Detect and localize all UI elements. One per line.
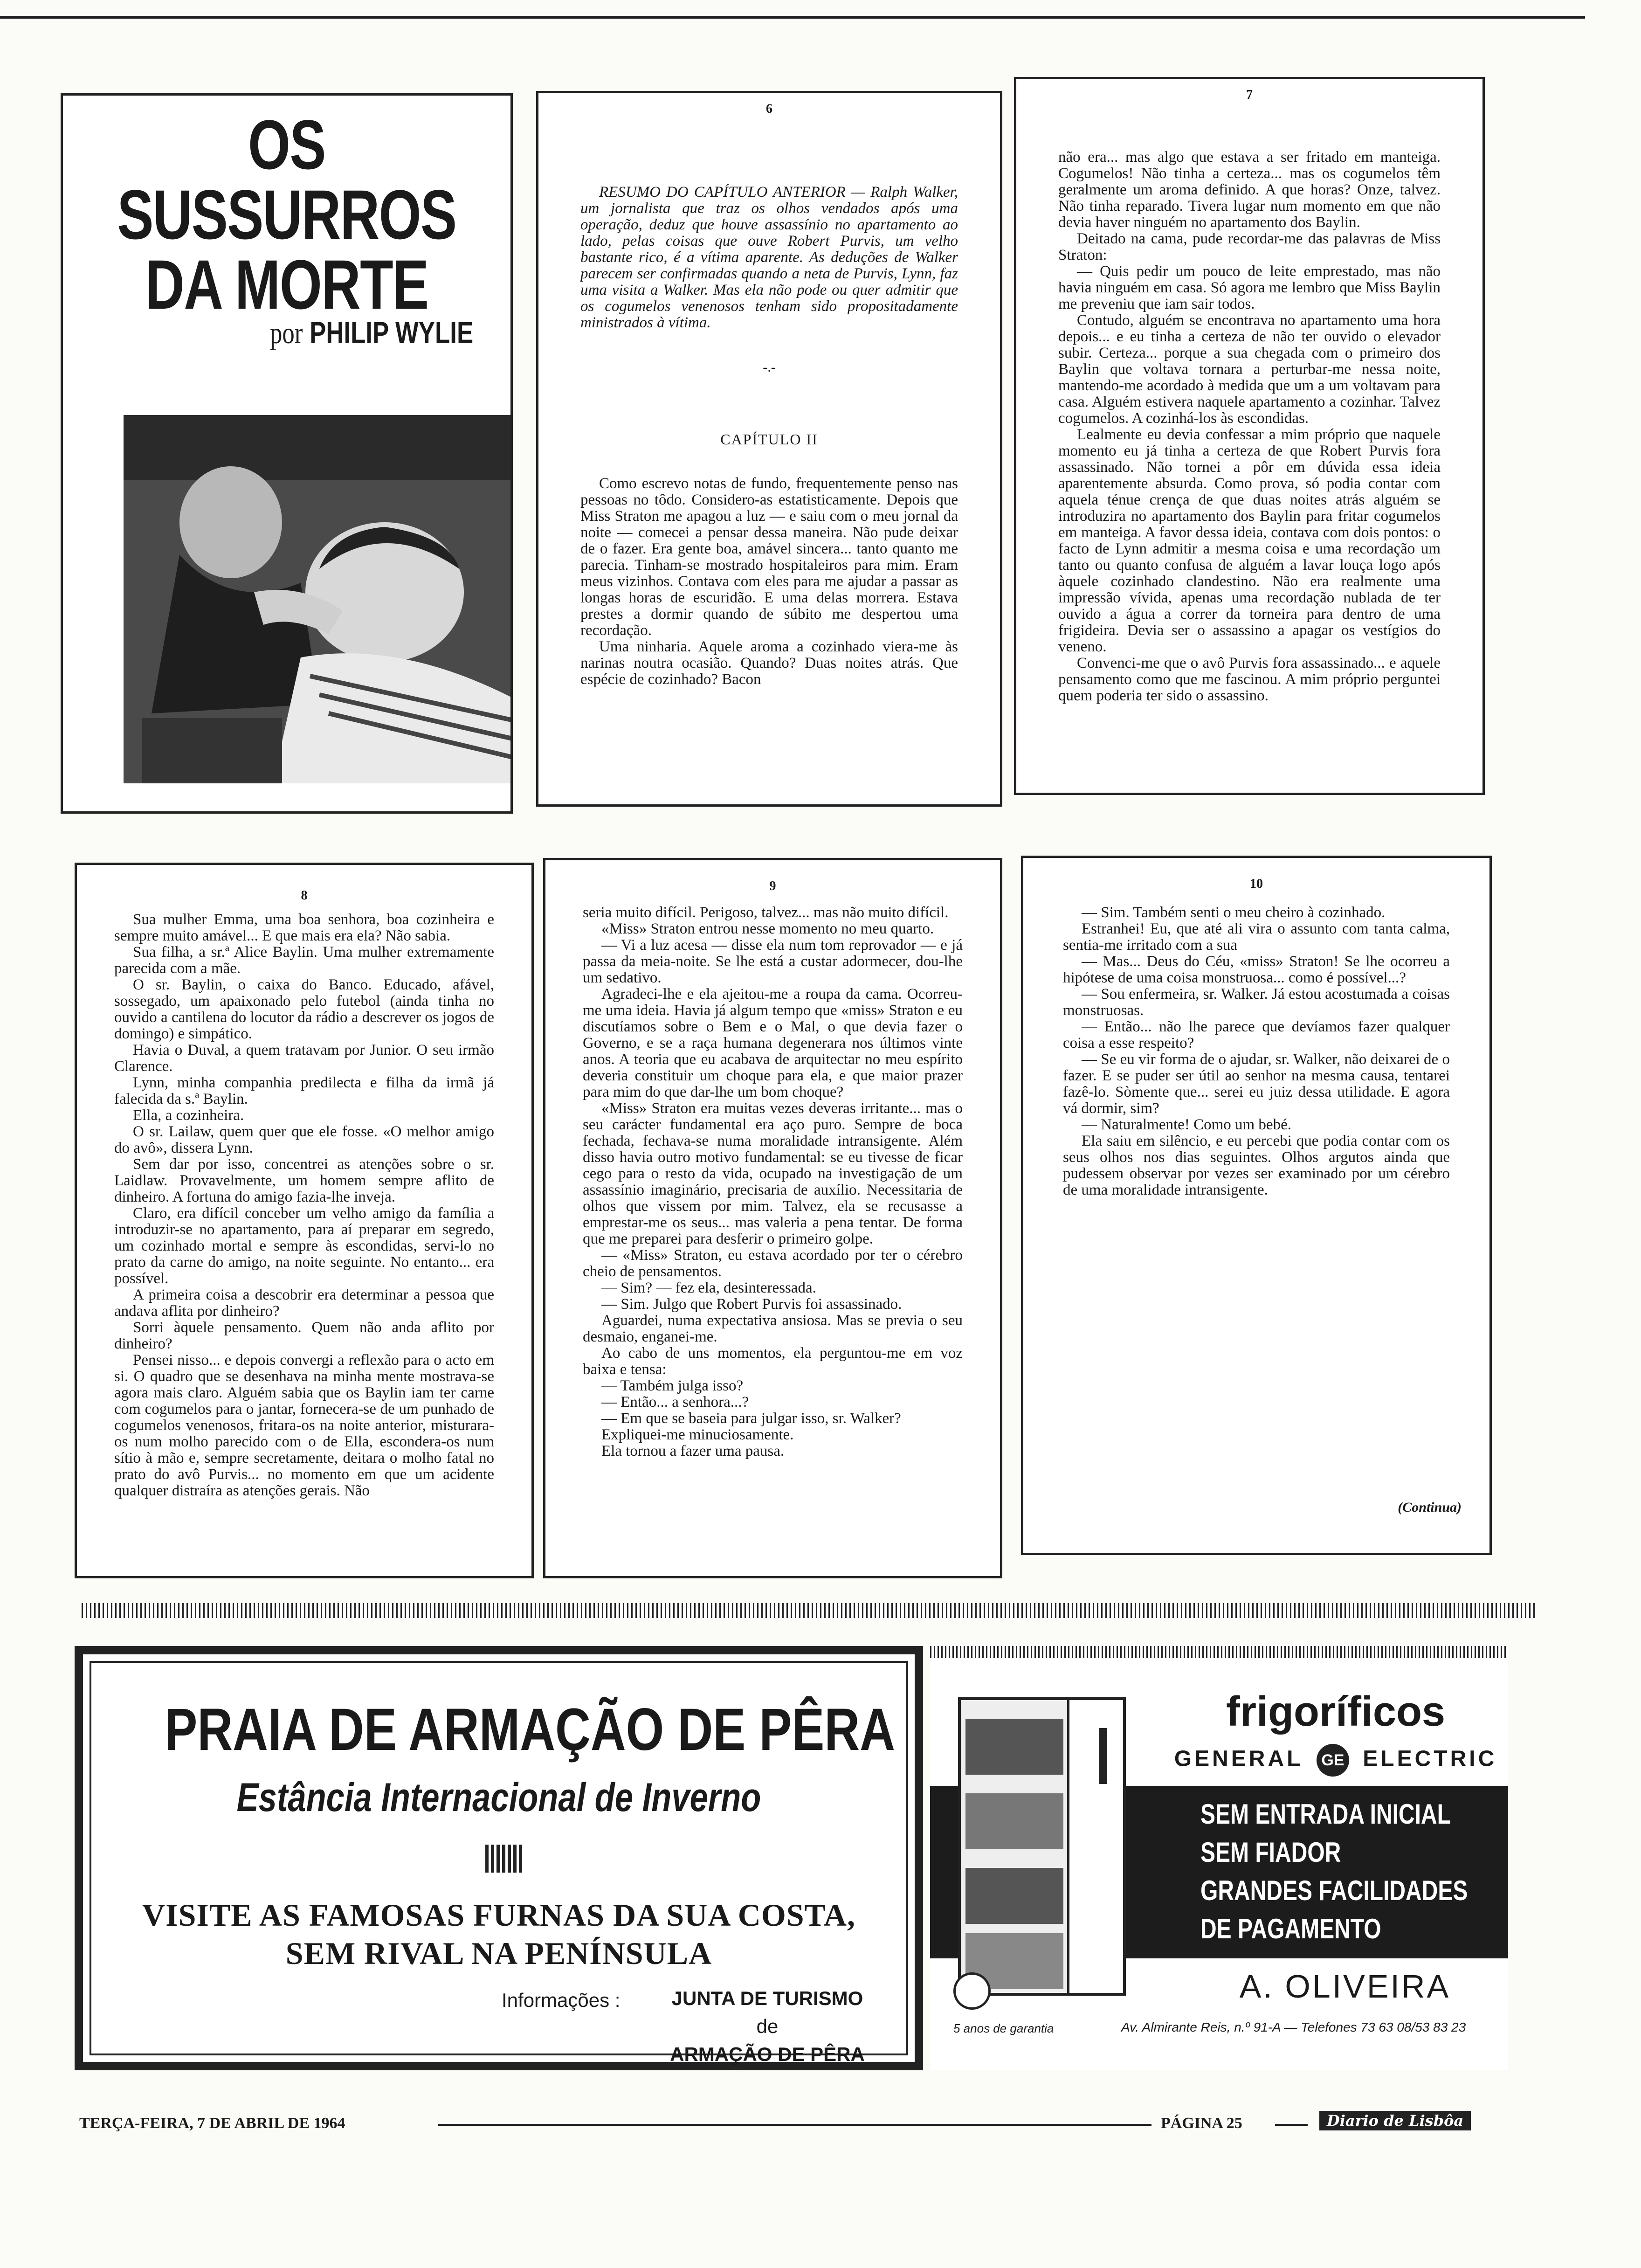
maker-left: GENERAL: [1174, 1746, 1303, 1771]
paragraph: Pensei nisso... e depois convergi a reflexão para o acto em si. O quadro que se desenhava na minha mente mostrava-se agora mais claro. Alguém sabia que os Baylin iam ter carne com cogumelos para o jantar, fornecera-se de um punhado de cogumelos venenosos, fritara-os na noite anterior, misturara-os num molho parecido com o de Ella, escondera-os num sítio à mão e, sempre secretamente, deitara o molho fatal no prato do avô Purvis... no momento em que um acidente qualquer distraíra as atenções gerais. Não: [114, 1352, 494, 1499]
story-panel-9: [543, 858, 1002, 1578]
serial-label: [85, 811, 488, 814]
paragraph: Aguardei, numa expectativa ansiosa. Mas se previa o seu desmaio, enganei-me.: [583, 1312, 963, 1345]
chapter-summary: RESUMO DO CAPÍTULO ANTERIOR — Ralph Walker, um jornalista que traz os olhos vendados após uma operação, deduz que houve assassínio no apartamento ao lado, pelas coisas que ouve Robert Purvis, um velho bastante rico, é a vítima aparente. As deduções de Walker parecem ser confirmadas quando a neta de Purvis, Lynn, faz uma visita a Walker. Mas ela não pode ou quer admitir que os cogumelos venenosos tenham sido propositadamente ministrados à vítima.: [580, 184, 958, 331]
visit-line-1: VISITE AS FAMOSAS FURNAS DA SUA COSTA,: [142, 1897, 855, 1933]
panel-body: [1063, 905, 1450, 1315]
guarantee-text: 5 anos de garantia: [953, 2021, 1054, 2035]
title-line-1: OS SUSSURROS: [117, 105, 456, 254]
paragraph: A primeira coisa a descobrir era determinar a pessoa que andava aflita por dinheiro?: [114, 1286, 494, 1320]
ad-hatch: [930, 1646, 1508, 1658]
paragraph: Sem dar por isso, concentrei as atenções sobre o sr. Laidlaw. Provavelmente, um homem sempre aflito de dinheiro. A fortuna do amigo fazia-lhe inveja.: [114, 1156, 494, 1205]
paragraph: Expliquei-me minuciosamente.: [601, 1426, 794, 1443]
footer-logo: Diario de Lisbôa: [1319, 2111, 1471, 2130]
offer-text: [1200, 1795, 1468, 1948]
paragraph: Contudo, alguém se encontrava no apartamento uma hora depois... e eu tinha a certeza de não ter ouvido o elevador subir. Certeza... porque a sua chegada com o primeiro dos Baylin que voltava tornara a perturbar-me nessa noite, mantendo-me acordado à medida que um a um voltavam para casa. Alguém estivera naquele apartamento a cozinhar. Talvez cogumelos. A cozinhá-los às escondidas.: [1058, 312, 1441, 427]
separator: -.-: [763, 360, 776, 375]
paragraph: Ao cabo de uns momentos, ela perguntou-me em voz baixa e tensa:: [583, 1345, 963, 1378]
ge-badge-icon: [953, 1972, 991, 2010]
paragraph: — Mas... Deus do Céu, «miss» Straton! Se lhe ocorreu a hipótese de uma coisa monstruosa... como é possível...?: [1063, 953, 1450, 986]
paragraph: — Sim. Também senti o meu cheiro à cozinhado.: [1082, 905, 1386, 921]
story-panel-6: [536, 91, 1002, 807]
footer-date: TERÇA-FEIRA, 7 DE ABRIL DE 1964: [79, 2115, 345, 2132]
title-line-2: DA MORTE: [145, 245, 428, 324]
offer-line-3: GRANDES FACILIDADES: [1200, 1875, 1468, 1906]
story-panel-7: [1014, 77, 1485, 795]
ad-visit-text: [91, 1896, 906, 1972]
paragraph: — Sim. Julgo que Robert Purvis foi assassinado.: [601, 1296, 902, 1313]
fridge-shelf: [965, 1719, 1063, 1775]
paragraph: não era... mas algo que estava a ser fritado em manteiga. Cogumelos! Não tinha a certeza... mas os cogumelos têm geralmente um aroma definido. A que horas? Onze, talvez. Não tinha reparado. Tivera lugar num momento em que não devia haver ninguém no apartamento dos Baylin.: [1058, 149, 1441, 231]
cover-panel: [61, 93, 513, 814]
info-contact: [660, 1984, 875, 2068]
panel-number: 7: [1246, 88, 1253, 102]
panel-body: [1058, 149, 1441, 755]
panel-number: 9: [769, 879, 776, 893]
paragraph: Havia o Duval, a quem tratavam por Junior. O seu irmão Clarence.: [114, 1042, 494, 1075]
panel-body: [580, 184, 958, 762]
cover-title: [112, 105, 462, 324]
offer-line-2: SEM FIADOR: [1200, 1837, 1341, 1868]
paragraph: — Se eu vir forma de o ajudar, sr. Walker, não deixarei de o fazer. E se puder ser útil ao senhor na mesma causa, tentarei fazê-lo. Sòmente que... serei eu juiz dessa utilidade. E agora vá dormir, sim?: [1063, 1051, 1450, 1117]
paragraph: — Então... não lhe parece que devíamos fazer qualquer coisa a esse respeito?: [1063, 1018, 1450, 1051]
paragraph: Claro, era difícil conceber um velho amigo da família a introduzir-se no apartamento, para aí preparar em segredo, um cozinhado mortal e sempre às escondidas, servi-lo no prato da carne do amigo, na noite seguinte. No entanto... era possível.: [114, 1205, 494, 1287]
paragraph: Sorri àquele pensamento. Quem não anda aflito por dinheiro?: [114, 1319, 494, 1352]
paragraph: O sr. Lailaw, quem quer que ele fosse. «O melhor amigo do avô», dissera Lynn.: [114, 1123, 494, 1156]
paragraph: Ela tornou a fazer uma pausa.: [601, 1443, 785, 1459]
paragraph: «Miss» Straton era muitas vezes deveras irritante... mas o seu carácter fundamental era aço puro. Sempre de boca fechada, fechava-se numa moralidade intransigente. Além disso havia outro motivo fundamental: se eu tivesse de ficar cego para o resto da vida, ocupado na investigação de um assassínio imaginário, precisaria de auxílio. Necessitaria de olhos que vissem por mim. Talvez, ela se recusasse a emprestar-me os seus... mas valeria a pena tentar. De forma que me preparei para desferir o primeiro golpe.: [583, 1100, 963, 1247]
continued-label: (Continua): [1398, 1500, 1462, 1515]
paragraph: Uma ninharia. Aquele aroma a cozinhado viera-me às narinas noutra ocasião. Quando? Duas noites atrás. Que espécie de cozinhado? Bacon: [580, 638, 958, 688]
paragraph: — Vi a luz acesa — disse ela num tom reprovador — e já passa da meia-noite. Se lhe está a custar adormecer, dou-lhe um sedativo.: [583, 937, 963, 986]
illustration-image: [124, 415, 513, 783]
paragraph: seria muito difícil. Perigoso, talvez... mas não muito difícil.: [583, 905, 949, 921]
fridge-door: [1067, 1700, 1123, 1993]
info-line-3: ARMAÇÃO DE PÊRA: [670, 2043, 865, 2065]
offer-line-4: DE PAGAMENTO: [1200, 1913, 1381, 1944]
page-number: PÁGINA 25: [1161, 2115, 1242, 2132]
paragraph: Como escrevo notas de fundo, frequentemente penso nas pessoas no tôdo. Considero-as estatisticamente. Depois que Miss Straton me apagou a luz — e saiu com o meu jornal da noite — comecei a pensar dessa maneira. Não pude deixar de o fazer. Era gente boa, amável sincera... tanto quanto me parecia. Tinham-se mostrado hospitaleiros para mim. Eram meus vizinhos. Contava com eles para me ajudar a passar as longas horas de escuridão. E uma delas morrera. Estava prestes a dormir quando de súbito me despertou uma recordação.: [580, 475, 958, 639]
story-panel-10: [1021, 856, 1492, 1555]
ge-logo-icon: GE: [1317, 1744, 1349, 1777]
panel-number: 10: [1250, 877, 1263, 891]
paragraph: — Sim? — fez ela, desinteressada.: [601, 1279, 816, 1296]
cover-author: [270, 315, 473, 351]
panel-number: 6: [766, 102, 772, 116]
ad-ornament: [485, 1845, 523, 1873]
dealer-name: A. OLIVEIRA: [1239, 1968, 1451, 2005]
paragraph: Deitado na cama, pude recordar-me das palavras de Miss Straton:: [1058, 230, 1441, 263]
paragraph: — Também julga isso?: [601, 1377, 744, 1394]
author-prefix: por: [269, 316, 303, 350]
paragraph: — Naturalmente! Como um bebé.: [1082, 1116, 1291, 1133]
cover-illustration: [124, 415, 513, 783]
panel-number: 8: [301, 888, 308, 903]
paragraph: Ela saiu em silêncio, e eu percebi que podia contar com os seus olhos nos dias seguintes. Olhos argutos ainda que pudessem observar por vezes ser examinado por um cérebro de uma moralidade intransigente.: [1063, 1133, 1450, 1198]
footer-rule: [438, 2124, 1151, 2126]
story-panel-8: [75, 863, 534, 1578]
paragraph: — Em que se baseia para julgar isso, sr. Walker?: [601, 1410, 901, 1427]
paragraph: Agradeci-lhe e ela ajeitou-me a roupa da cama. Ocorreu-me uma ideia. Havia já algum tempo que «miss» Straton e eu discutíamos sobre o Bem e o Mal, o que devia fazer o Governo, e se a raça humana degenerara nos últimos vinte anos. A teoria que eu acabava de arquitectar no meu espírito deveria constituir um choque para ela, e que maior prazer para mim do que dar-lhe um bom choque?: [583, 986, 963, 1100]
paragraph: — Quis pedir um pouco de leite emprestado, mas não havia ninguém em casa. Só agora me lembro que Miss Baylin me preveniu que iam sair todos.: [1058, 263, 1441, 312]
maker-right: ELECTRIC: [1363, 1746, 1497, 1771]
paragraph: Lynn, minha companhia predilecta e filha da irmã já falecida da s.ª Baylin.: [114, 1074, 494, 1107]
dealer-address: Av. Almirante Reis, n.º 91-A — Telefones 73 63 08/53 83 23: [1121, 2020, 1466, 2034]
paragraph: O sr. Baylin, o caixa do Banco. Educado, afável, sossegado, um apaixonado pelo futebol (ainda tinha no ouvido a cantilena do locutor da rádio a descrever os jogos de domingo) e simpático.: [114, 976, 494, 1042]
divider-hatch: [82, 1603, 1536, 1618]
paragraph: Estranhei! Eu, que até ali vira o assunto com tanta calma, sentia-me irritado com a sua: [1063, 920, 1450, 954]
panel-body: [583, 905, 963, 1553]
info-line-1: JUNTA DE TURISMO: [671, 1987, 863, 2009]
brand-name: frigoríficos: [1226, 1688, 1446, 1735]
ad-praia-armacao: [75, 1646, 923, 2070]
fridge-illustration: [958, 1697, 1126, 1996]
chapter-heading: CAPÍTULO II: [720, 431, 818, 448]
paragraph: — Então... a senhora...?: [601, 1394, 749, 1411]
fridge-handle: [1099, 1728, 1107, 1784]
ad-frame: [90, 1661, 908, 2065]
visit-line-2: SEM RIVAL NA PENÍNSULA: [285, 1936, 712, 1971]
paragraph: Sua filha, a sr.ª Alice Baylin. Uma mulher extremamente parecida com a mãe.: [114, 944, 494, 977]
ad-subheading: Estância Internacional de Inverno: [236, 1775, 761, 1820]
paragraph: Lealmente eu devia confessar a mim próprio que naquele momento eu já tinha a certeza de que Robert Purvis fora assassinado. Não tornei a pôr em dúvida essa ideia aparentemente absurda. Como prova, só podia contar com aquela ténue crença de que duas noites atrás alguém se introduzira no apartamento dos Baylin para fritar cogumelos em manteiga. A favor dessa ideia, contava com dois pontos: o facto de Lynn admitir a mesma coisa e uma recordação um tanto ou quanto confusa de alguém a lavar louça logo após àquele cozinhado clandestino. Não era realmente uma impressão vívida, apenas uma recordação nublada de ter ouvido a água a correr da torneira para dentro de uma frigideira. Devia ser o assassino a apagar os vestígios do veneno.: [1058, 426, 1441, 655]
top-rule: [0, 16, 1585, 19]
paragraph: Convenci-me que o avô Purvis fora assassinado... e aquele pensamento como que me fascinou. A mim próprio perguntei quem poderia ter sido o assassino.: [1058, 655, 1441, 704]
footer-rule: [1275, 2124, 1308, 2126]
info-label: Informações :: [502, 1989, 621, 2011]
author-name: PHILIP WYLIE: [309, 315, 473, 350]
paragraph: «Miss» Straton entrou nesse momento no meu quarto.: [601, 920, 934, 937]
maker-line: [1172, 1744, 1499, 1777]
ad-headline: PRAIA DE ARMAÇÃO DE PÊRA: [165, 1696, 896, 1763]
paragraph: Ella, a cozinheira.: [133, 1107, 244, 1124]
ad-frigorificos: [930, 1646, 1508, 2070]
panel-body: [114, 912, 494, 1553]
info-line-2: de: [756, 2015, 779, 2037]
fridge-shelf: [965, 1793, 1063, 1849]
paragraph: — «Miss» Straton, eu estava acordado por ter o cérebro cheio de pensamentos.: [583, 1247, 963, 1280]
paragraph: — Sou enfermeira, sr. Walker. Já estou acostumada a coisas monstruosas.: [1063, 986, 1450, 1019]
paragraph: Sua mulher Emma, uma boa senhora, boa cozinheira e sempre muito amável... E que mais era ela? Não sabia.: [114, 912, 494, 944]
offer-line-1: SEM ENTRADA INICIAL: [1200, 1798, 1451, 1830]
fridge-shelf: [965, 1868, 1063, 1924]
